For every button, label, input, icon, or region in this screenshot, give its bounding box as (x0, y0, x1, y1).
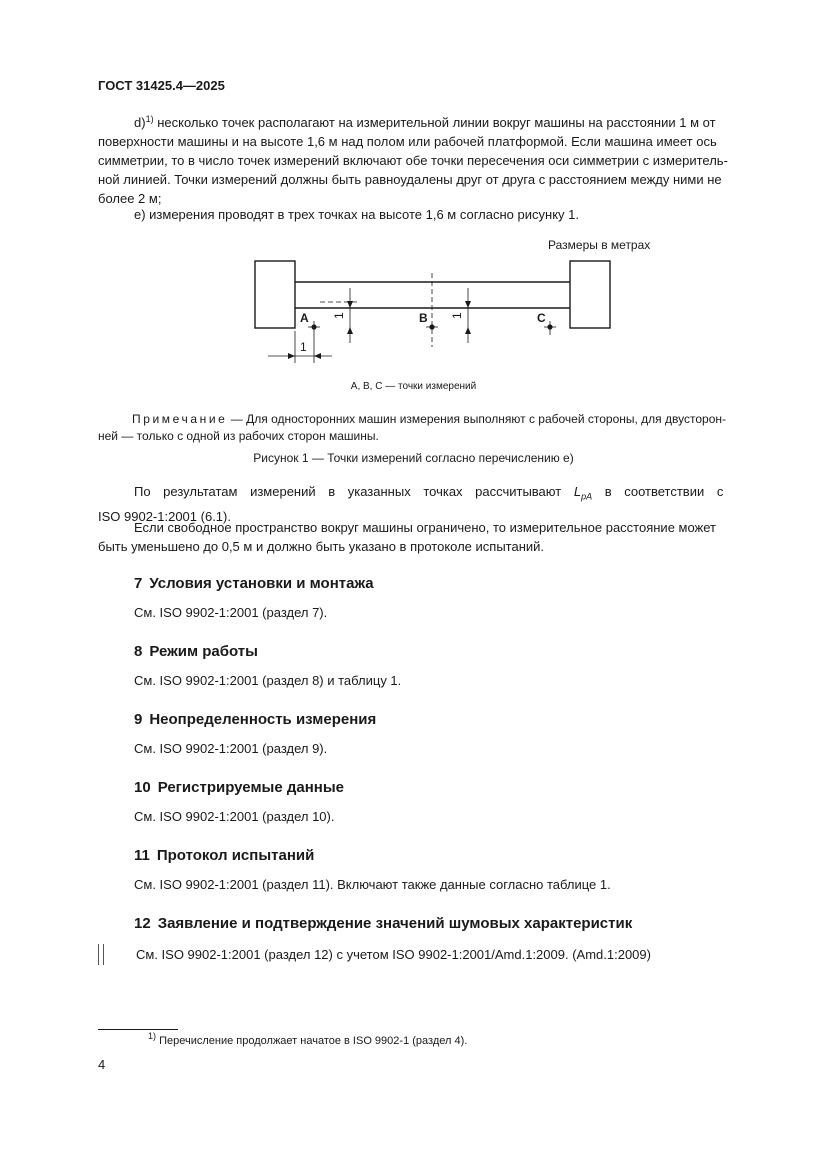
page-number: 4 (98, 1057, 106, 1072)
arrow-b-top (465, 301, 471, 308)
measurement-points-figure (250, 255, 620, 370)
change-bar (98, 944, 104, 965)
machine-left-platform (255, 261, 295, 328)
list-item-d-line2: поверхности машины и на высоте 1,6 м над полом или рабочей платформой. Если машина имеет ось (98, 134, 717, 149)
section-number: 7 (134, 575, 143, 592)
arrow-b-bottom (465, 327, 471, 334)
paragraph-space-line2: быть уменьшено до 0,5 м и должно быть указано в протоколе испытаний. (98, 539, 545, 554)
section-11-heading (134, 847, 314, 864)
point-a-marker (311, 324, 316, 329)
section-9-body: См. ISO 9902-1:2001 (раздел 9). (134, 741, 328, 756)
machine-right-platform (570, 261, 610, 328)
section-number: 12 (134, 915, 151, 932)
section-11-body: См. ISO 9902-1:2001 (раздел 11). Включают также данные согласно таблице 1. (134, 877, 611, 892)
arrow-a-top (347, 301, 353, 308)
list-item-d-line4: ной линией. Точки измерений должны быть равноудалены друг от друга с расстоянием между ними не (98, 172, 722, 187)
paragraph-space (98, 518, 768, 556)
paragraph-lpa-line2: ISO 9902-1:2001 (6.1). (98, 508, 231, 524)
section-10-body: См. ISO 9902-1:2001 (раздел 10). (134, 809, 335, 824)
point-label-a: A (300, 311, 309, 325)
point-label-b: B (419, 311, 428, 325)
section-title: Неопределенность измерения (149, 711, 377, 728)
footnote (148, 1031, 468, 1047)
footnote-separator (98, 1029, 178, 1030)
section-8-heading (134, 643, 258, 660)
arrow-dim-right (314, 353, 321, 359)
figure-note-line2: ней — только с одной из рабочих сторон машины. (98, 429, 379, 443)
footnote-ref[interactable]: 1) (145, 114, 154, 124)
note-label: Примечание (132, 412, 228, 426)
lpa-subscript: pA (581, 491, 593, 502)
list-item-d-text: несколько точек располагают на измерительной линии вокруг машины на расстоянии 1 м от (157, 115, 716, 130)
section-number: 9 (134, 711, 143, 728)
section-7-body: См. ISO 9902-1:2001 (раздел 7). (134, 605, 328, 620)
section-title: Протокол испытаний (156, 847, 315, 864)
figure-caption: Рисунок 1 — Точки измерений согласно перечислению е) (253, 451, 574, 465)
section-number: 11 (134, 847, 150, 864)
list-item-d (98, 113, 768, 208)
section-7-heading (134, 575, 374, 592)
section-10-heading (134, 779, 344, 796)
footnote-marker: 1) (148, 1031, 157, 1041)
list-item-d-line5: более 2 м; (98, 191, 162, 206)
section-title: Режим работы (149, 643, 258, 660)
section-8-body: См. ISO 9902-1:2001 (раздел 8) и таблицу 1. (134, 673, 402, 688)
dim-label-bottom: 1 (300, 340, 307, 354)
point-b-marker (429, 324, 434, 329)
section-title: Заявление и подтверждение значений шумовых характеристик (157, 915, 633, 932)
arrow-dim-left (288, 353, 295, 359)
figure-legend: А, В, С — точки измерений (350, 381, 477, 392)
lpa-symbol: L (573, 484, 582, 499)
list-item-d-line1 (98, 113, 768, 132)
dim-label-b: 1 (450, 312, 464, 319)
paragraph-lpa-line1 (98, 482, 768, 507)
list-item-e-text: e) измерения проводят в трех точках на высоте 1,6 м согласно рисунку 1. (134, 207, 579, 222)
arrow-a-bottom (347, 327, 353, 334)
section-12-heading (134, 915, 632, 932)
section-number: 10 (134, 779, 151, 796)
point-c-marker (547, 324, 552, 329)
point-label-c: C (537, 311, 546, 325)
section-title: Регистрируемые данные (157, 779, 345, 796)
section-number: 8 (134, 643, 143, 660)
dim-label-a: 1 (332, 312, 346, 319)
section-9-heading (134, 711, 376, 728)
figure-units: Размеры в метрах (548, 238, 651, 252)
list-marker-d: d) (134, 115, 146, 130)
paragraph-lpa-before: По результатам измерений в указанных точках рассчитывают (134, 484, 574, 499)
list-item-e (98, 205, 768, 224)
figure-note-line1 (132, 411, 768, 428)
paragraph-space-line1: Если свободное пространство вокруг машины ограничено, то измерительное расстояние может (134, 520, 717, 535)
paragraph-lpa-after: в соответствии с (592, 484, 724, 499)
list-item-d-line3: симметрии, то в число точек измерений включают обе точки пересечения оси симметрии с измеритель- (98, 153, 728, 168)
section-title: Условия установки и монтажа (149, 575, 374, 592)
footnote-text: Перечисление продолжает начатое в ISO 9902-1 (раздел 4). (159, 1035, 468, 1047)
section-12-body: См. ISO 9902-1:2001 (раздел 12) с учетом ISO 9902-1:2001/Amd.1:2009. (Amd.1:2009) (136, 947, 651, 962)
document-header: ГОСТ 31425.4—2025 (98, 78, 225, 93)
note-text: — Для односторонних машин измерения выполняют с рабочей стороны, для двусторон- (227, 412, 726, 426)
